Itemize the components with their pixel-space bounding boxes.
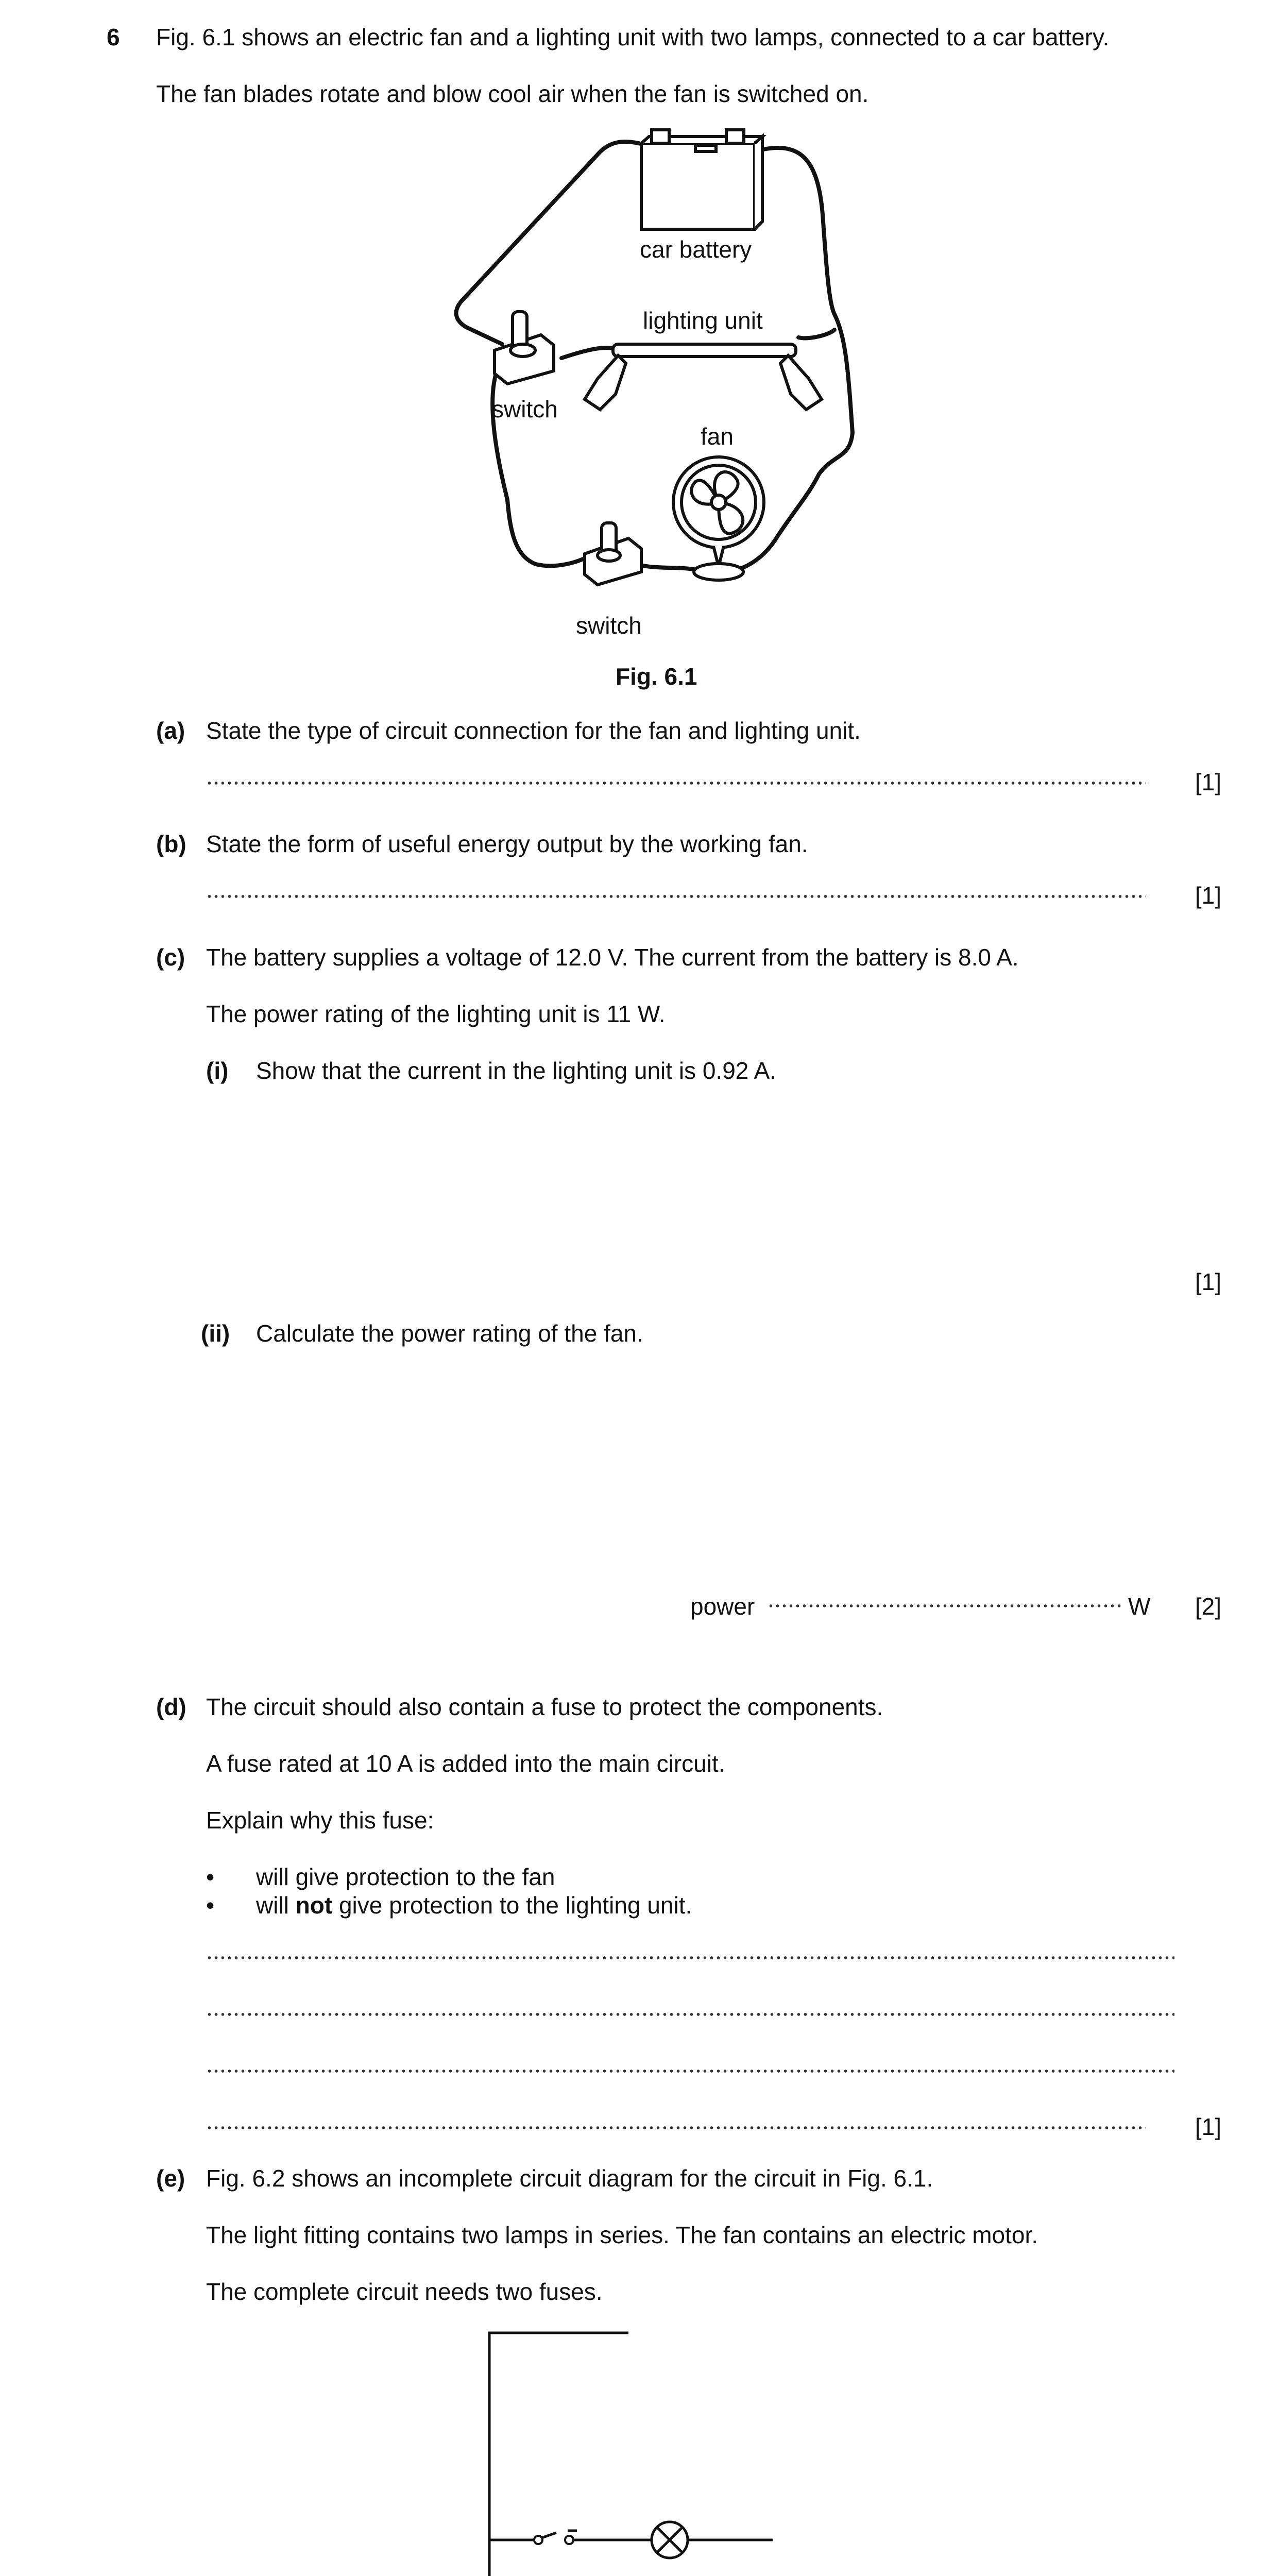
part-d-label: (d) (156, 1693, 186, 1720)
fig-6-1-caption: Fig. 6.1 (616, 663, 697, 690)
fan-label: fan (701, 423, 734, 450)
part-c-i-text: Show that the current in the lighting unit is 0.92 A. (256, 1057, 777, 1084)
part-e-text: Fig. 6.2 shows an incomplete circuit diagram for the circuit in Fig. 6.1. (206, 2165, 933, 2192)
lighting-unit-label: lighting unit (643, 307, 763, 334)
lighting-unit-icon (585, 344, 822, 410)
fig-6-1-illustration (438, 118, 901, 639)
part-c-ii-mark: [2] (1195, 1593, 1221, 1620)
switch-bottom-icon (585, 523, 641, 585)
part-d-bullet-2 (256, 1891, 692, 1920)
part-d-bullet-2-post: give protection to the lighting unit. (332, 1892, 692, 1919)
part-a-label: (a) (156, 717, 185, 744)
power-answer-line[interactable] (768, 1603, 1123, 1608)
question-intro: Fig. 6.1 shows an electric fan and a lighting unit with two lamps, connected to a car battery. (156, 24, 1110, 50)
fig-6-2-circuit[interactable] (484, 2329, 804, 2576)
part-b-mark: [1] (1195, 882, 1221, 909)
part-d-answer-line-1[interactable] (206, 1955, 1174, 1960)
part-c-ii-answer-label: power (690, 1593, 755, 1620)
part-c-text: The battery supplies a voltage of 12.0 V. The current from the battery is 8.0 A. (206, 944, 1019, 971)
part-d-mark: [1] (1195, 2113, 1221, 2140)
part-b-text: State the form of useful energy output by the working fan. (206, 831, 808, 857)
bullet-symbol: • (206, 1863, 215, 1890)
part-e-text-2: The light fitting contains two lamps in series. The fan contains an electric motor. (206, 2222, 1038, 2248)
part-c-ii-label: (ii) (201, 1320, 230, 1347)
part-a-answer-line[interactable] (206, 781, 1146, 786)
switch-bottom-label: switch (576, 612, 642, 639)
lamp-icon (652, 2522, 688, 2558)
question-intro-2: The fan blades rotate and blow cool air when the fan is switched on. (156, 80, 869, 107)
switch-1-contact-b (565, 2536, 573, 2544)
part-d-answer-line-2[interactable] (206, 2012, 1174, 2017)
part-a-text: State the type of circuit connection for the fan and lighting unit. (206, 717, 861, 744)
part-b-answer-line[interactable] (206, 894, 1146, 899)
part-d-answer-line-3[interactable] (206, 2069, 1174, 2074)
car-battery-icon (641, 130, 762, 229)
part-c-i-label: (i) (206, 1057, 229, 1084)
part-d-answer-line-4[interactable] (206, 2125, 1146, 2130)
part-d-bullet-2-pre: will (256, 1892, 296, 1919)
part-c-text-2: The power rating of the lighting unit is 11 W. (206, 1001, 666, 1027)
part-d-bullet-2-bold: not (295, 1892, 333, 1919)
part-d-bullet-1: will give protection to the fan (256, 1863, 555, 1890)
bullet-symbol: • (206, 1892, 215, 1919)
part-c-ii-unit: W (1128, 1593, 1151, 1620)
part-e-text-3: The complete circuit needs two fuses. (206, 2278, 603, 2305)
part-a-mark: [1] (1195, 769, 1221, 795)
part-b-label: (b) (156, 831, 186, 857)
part-c-label: (c) (156, 944, 185, 971)
switch-top-label: switch (492, 396, 558, 422)
part-d-text-2: A fuse rated at 10 A is added into the main circuit. (206, 1750, 725, 1777)
car-battery-label: car battery (640, 236, 752, 263)
part-c-i-mark: [1] (1195, 1268, 1221, 1295)
switch-1-contact-a (534, 2536, 542, 2544)
part-d-text-3: Explain why this fuse: (206, 1807, 434, 1834)
part-c-ii-text: Calculate the power rating of the fan. (256, 1320, 643, 1347)
part-d-text: The circuit should also contain a fuse to protect the components. (206, 1693, 883, 1720)
question-number: 6 (107, 24, 120, 50)
part-e-label: (e) (156, 2165, 185, 2192)
switch-top-icon (495, 312, 554, 384)
